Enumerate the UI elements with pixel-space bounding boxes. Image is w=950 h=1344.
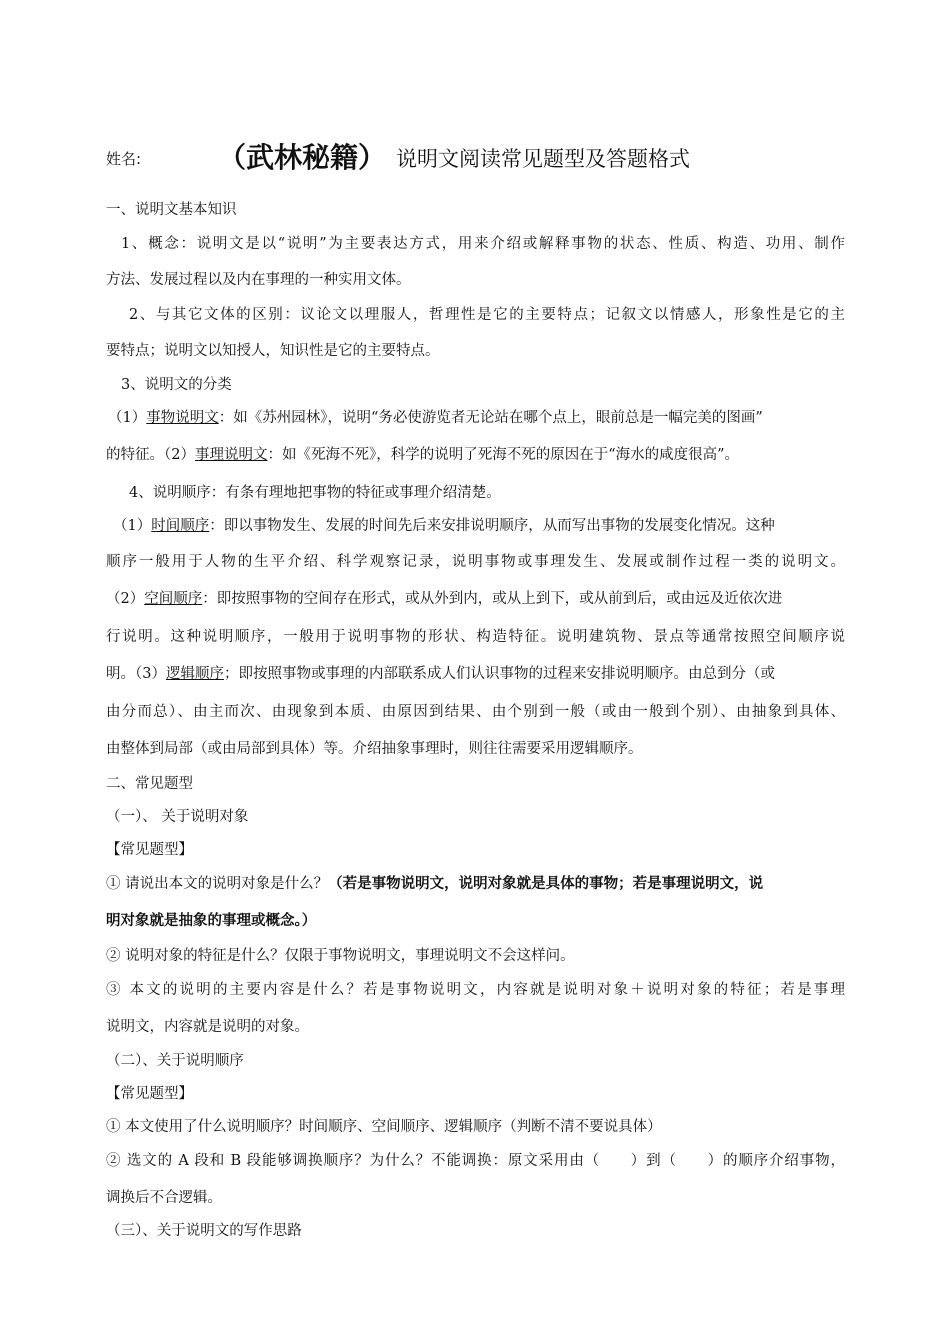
class-1-text: ：如《苏州园林》，说明“务必使游览者无论站在哪个点上，眼前总是一幅完美的图画” <box>218 410 763 426</box>
subsection-order: （二）、关于说明顺序 <box>106 1053 244 1069</box>
order-space-line-1 <box>106 587 845 608</box>
class-2-text: ：如《死海不死》，科学的说明了死海不死的原因在于“海水的咸度很高”。 <box>267 447 740 463</box>
question-5-line-1: ② 选文的 A 段和 B 段能够调换顺序？为什么？不能调换：原文采用由（ ）到（ ）的顺序介绍事物， <box>106 1153 845 1169</box>
classification-line-1 <box>108 406 845 427</box>
order-3-prefix: 明。（3） <box>106 666 166 682</box>
concept-line-1: 1、概念：说明文是以“说明”为主要表达方式，用来介绍或解释事物的状态、性质、构造、功用、制作 <box>121 236 845 252</box>
difference-line-2: 要特点；说明文以知授人，知识性是它的主要特点。 <box>106 343 440 359</box>
question-4: ① 本文使用了什么说明顺序？时间顺序、空间顺序、逻辑顺序（判断不清不要说具体） <box>106 1119 662 1135</box>
order-2-text: ：即按照事物的空间存在形式，或从外到内，或从上到下，或从前到后，或由远及近依次进 <box>202 591 783 607</box>
order-2-prefix: （2） <box>106 591 145 607</box>
question-1-line-1 <box>106 872 845 893</box>
subsection-object: （一）、 关于说明对象 <box>106 809 249 825</box>
title-row <box>106 136 886 176</box>
class-2-prefix: 的特征。（2） <box>106 447 195 463</box>
question-3-line-1: ③ 本文的说明的主要内容是什么？若是事物说明文，内容就是说明对象＋说明对象的特征；若是事理 <box>106 982 845 998</box>
order-heading: 4、说明顺序：有条有理地把事物的特征或事理介绍清楚。 <box>129 485 501 501</box>
question-5-line-2: 调换后不合逻辑。 <box>106 1190 222 1206</box>
order-1-prefix: （1） <box>113 518 152 534</box>
title-bold: （武林秘籍） <box>218 141 387 174</box>
difference-line-1: 2、与其它文体的区别：议论文以理服人，哲理性是它的主要特点；记叙文以情感人，形象性是它的主 <box>129 307 845 323</box>
order-3-text: ；即按照事物或事理的内部联系成人们认识事物的过程来安排说明顺序。由总到分（或 <box>223 666 775 682</box>
term-space-order: 空间顺序 <box>144 591 203 607</box>
classification-line-2 <box>106 443 739 464</box>
question-2: ② 说明对象的特征是什么？仅限于事物说明文，事理说明文不会这样问。 <box>106 948 575 964</box>
question-1-note: （若是事物说明文，说明对象就是具体的事物；若是事理说明文，说 <box>328 876 764 892</box>
term-thing-explanatory: 事物说明文 <box>146 410 219 426</box>
name-label: 姓名: <box>106 150 142 168</box>
section-heading-question-types: 二、常见题型 <box>106 776 193 792</box>
page-title: 说明文阅读常见题型及答题格式 <box>396 147 690 171</box>
subsection-writing-thought: （三）、关于说明文的写作思路 <box>106 1223 302 1239</box>
class-1-prefix: （1） <box>108 410 147 426</box>
order-space-line-2: 行说明。这种说明顺序，一般用于说明事物的形状、构造特征。说明建筑物、景点等通常按照空间顺序说 <box>106 629 845 645</box>
question-3-line-2: 说明文，内容就是说明的对象。 <box>106 1019 309 1035</box>
term-reason-explanatory: 事理说明文 <box>194 447 268 463</box>
order-time-line-1 <box>113 514 845 535</box>
classification-heading: 3、说明文的分类 <box>121 377 232 393</box>
term-logic-order: 逻辑顺序 <box>165 666 224 682</box>
question-1-line-2: 明对象就是抽象的事理或概念。） <box>106 913 317 929</box>
concept-line-2: 方法、发展过程以及内在事理的一种实用文体。 <box>106 272 411 288</box>
order-time-line-2: 顺序一般用于人物的生平介绍、科学观察记录，说明事物或事理发生、发展或制作过程一类的说明文。 <box>106 554 845 570</box>
order-logic-line-1 <box>106 662 845 683</box>
order-logic-line-3: 由整体到局部（或由局部到具体）等。介绍抽象事理时，则往往需要采用逻辑顺序。 <box>106 741 643 757</box>
order-logic-line-2: 由分而总）、由主而次、由现象到本质、由原因到结果、由个别到一般（或由一般到个别）、由抽象到具体、 <box>106 704 845 720</box>
term-time-order: 时间顺序 <box>151 518 210 534</box>
tag-common-types-2: 【常见题型】 <box>106 1086 193 1102</box>
question-1-text: ① 请说出本文的说明对象是什么？ <box>106 876 329 892</box>
order-1-text: ：即以事物发生、发展的时间先后来安排说明顺序，从而写出事物的发展变化情况。这种 <box>209 518 775 534</box>
section-heading-basics: 一、说明文基本知识 <box>106 202 237 218</box>
tag-common-types-1: 【常见题型】 <box>106 842 193 858</box>
